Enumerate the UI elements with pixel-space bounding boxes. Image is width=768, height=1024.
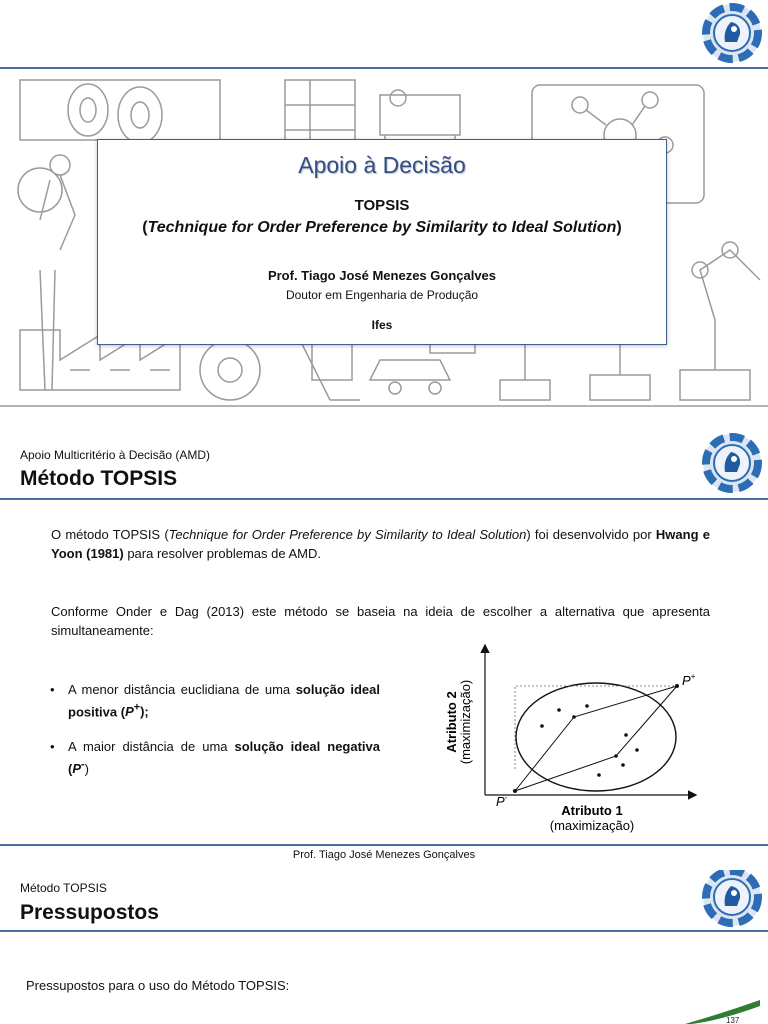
alternative-point (597, 773, 601, 777)
institution: Ifes (371, 318, 393, 332)
intro-text-a: O método TOPSIS ( (51, 527, 169, 542)
p-plus-point (675, 684, 679, 688)
concept-paragraph: Conforme Onder e Dag (2013) este método se baseia na ideia de escolher a alternativa que apresenta simultaneamente: (51, 604, 710, 638)
p-minus-label: P- (496, 793, 508, 809)
assumptions-slide (0, 870, 768, 1024)
alternative-point (635, 748, 639, 752)
paren-close: ) (616, 219, 622, 236)
corner-ribbon-decoration (680, 992, 768, 1024)
y-axis-sublabel: (maximização) (458, 679, 473, 765)
bullet-dot-icon: • (50, 682, 55, 697)
p-plus-label: P+ (682, 672, 696, 688)
slide-title: Apoio à Decisão (298, 152, 466, 178)
intro-text-c: para resolver problemas de AMD. (123, 546, 321, 561)
intro-paragraph (51, 525, 710, 563)
bullet-text-a: A maior distância de uma (68, 739, 235, 754)
corner-number: 137 (726, 1016, 740, 1024)
alternative-point (614, 754, 618, 758)
slide-title: Método TOPSIS (20, 467, 178, 490)
bullet-symbol-sup: + (133, 702, 141, 714)
bullet-dot-icon: • (50, 739, 55, 754)
method-full-name (98, 219, 666, 237)
professor-name: Prof. Tiago José Menezes Gonçalves (267, 268, 497, 283)
ifes-logo-icon (701, 870, 763, 928)
method-name: TOPSIS (354, 197, 410, 214)
bullet-text-end: ) (84, 761, 89, 777)
header-rule (0, 67, 768, 69)
title-slide (0, 0, 768, 418)
bullet-symbol: P (125, 704, 134, 720)
professor-degree: Doutor em Engenharia de Produção (285, 288, 479, 302)
bullet-text-a: A menor distância euclidiana de uma (68, 682, 296, 697)
x-axis-label: Atributo 1 (561, 803, 623, 818)
alternative-point (557, 708, 561, 712)
header-rule (0, 930, 768, 932)
intro-text-italic: Technique for Order Preference by Similarity to Ideal Solution (168, 527, 527, 542)
intro-text-bold: Hwang e Yoon (1981) (51, 527, 710, 561)
slide-subtitle: Método TOPSIS (20, 881, 107, 895)
bullet-item (50, 680, 380, 720)
alternative-point (585, 704, 589, 708)
bullet-text-end: ); (140, 704, 149, 720)
bullet-text-bold: solução ideal positiva ( (68, 682, 380, 720)
topsis-method-slide (0, 418, 768, 870)
ifes-logo-icon (701, 2, 763, 64)
slide-footer: Prof. Tiago José Menezes Gonçalves (292, 849, 476, 861)
header-rule (0, 498, 768, 500)
bullet-text (68, 737, 380, 778)
bullet-text (68, 680, 380, 721)
bullet-symbol-sup: - (81, 759, 85, 771)
slide-title: Pressupostos (20, 901, 159, 924)
ifes-logo-icon (701, 432, 763, 494)
assumptions-intro: Pressupostos para o uso do Método TOPSIS: (26, 978, 290, 993)
paren-open: ( (142, 219, 148, 236)
method-full-name-text: Technique for Order Preference by Similarity to Ideal Solution (147, 219, 617, 236)
footer-rule (0, 844, 768, 846)
bullet-symbol: P (72, 761, 82, 777)
slide-subtitle: Apoio Multicritério à Decisão (AMD) (20, 448, 211, 462)
alternative-point (540, 724, 544, 728)
p-minus-point (513, 789, 517, 793)
intro-text-b: ) foi desenvolvido por (526, 527, 656, 542)
x-axis-sublabel: (maximização) (549, 818, 635, 833)
title-box (97, 139, 667, 345)
bullet-text-bold: solução ideal negativa ( (68, 739, 381, 777)
alternative-point (572, 715, 576, 719)
topsis-diagram (440, 640, 710, 840)
y-axis-label: Atributo 2 (444, 691, 459, 753)
alternatives-ellipse (516, 683, 676, 791)
alternative-point (621, 763, 625, 767)
bullet-item (50, 737, 380, 777)
alternative-point (624, 733, 628, 737)
